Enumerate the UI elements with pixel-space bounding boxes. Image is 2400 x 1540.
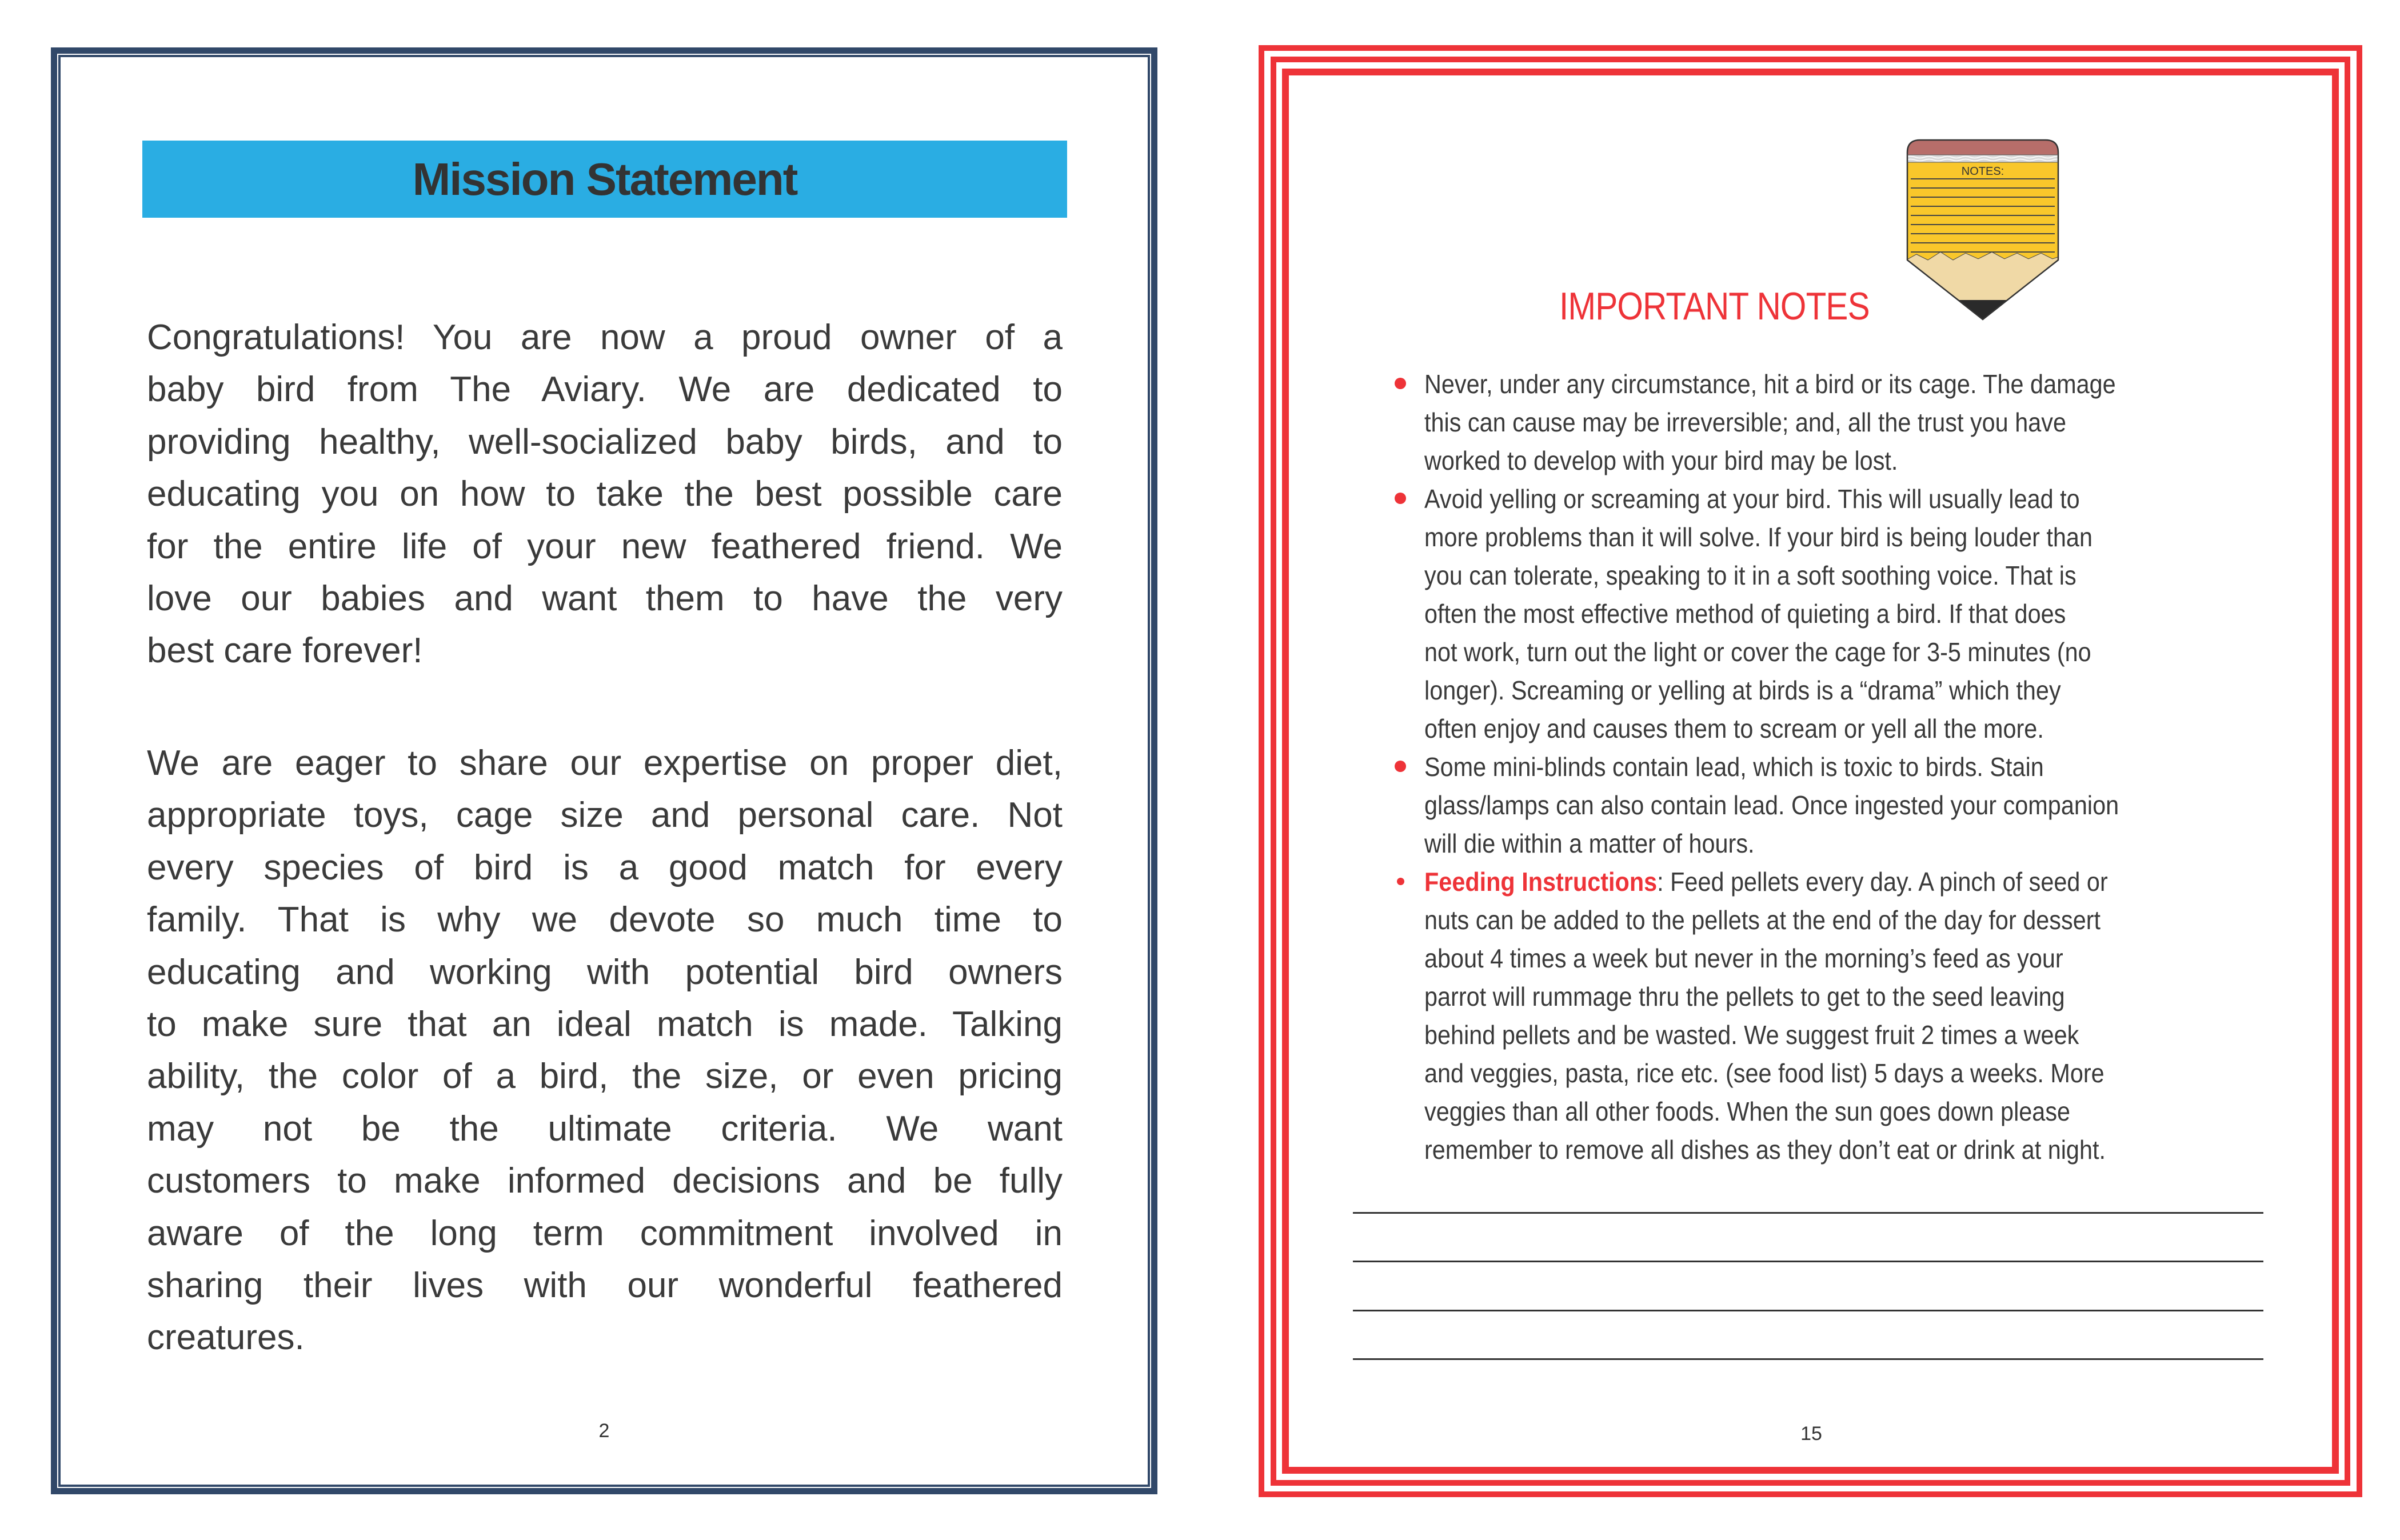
note-line: Never, under any circumstance, hit a bird or its cage. The damage	[1424, 369, 2116, 399]
note-line: often the most effective method of quieting a bird. If that does	[1424, 599, 2066, 629]
paragraph-2	[147, 737, 1063, 1364]
writing-line	[1353, 1261, 2263, 1262]
paragraph-line: to make sure that an ideal match is made. Talking	[147, 1004, 1063, 1044]
paragraph-line: customers to make informed decisions and be fully	[147, 1161, 1063, 1201]
paragraph-line: ability, the color of a bird, the size, or even pricing	[147, 1057, 1063, 1097]
paragraph-line: love our babies and want them to have the very	[147, 578, 1063, 618]
pencil-notes-label: NOTES:	[1961, 165, 2004, 178]
pencil-body	[1906, 162, 2059, 265]
note-line: glass/lamps can also contain lead. Once ingested your companion	[1424, 790, 2119, 820]
title-banner	[142, 141, 1067, 218]
pencil-lead	[1958, 300, 2008, 321]
note-line: about 4 times a week but never in the morning’s feed as your	[1424, 943, 2063, 973]
paragraph-1	[147, 311, 1063, 677]
writing-line	[1353, 1212, 2263, 1214]
paragraph-line: aware of the long term commitment involved in	[147, 1213, 1063, 1253]
note-line: this can cause may be irreversible; and, all the trust you have	[1424, 407, 2066, 437]
note-line: more problems than it will solve. If your bird is being louder than	[1424, 522, 2092, 552]
note-item	[1424, 480, 2339, 748]
note-line: longer). Screaming or yelling at birds is a “drama” which they	[1424, 675, 2061, 705]
note-line: behind pellets and be wasted. We suggest fruit 2 times a week	[1424, 1020, 2079, 1050]
notes-list	[1424, 365, 2339, 1169]
paragraph-line: family. That is why we devote so much time to	[147, 900, 1063, 940]
note-line: and veggies, pasta, rice etc. (see food list) 5 days a weeks. More	[1424, 1058, 2105, 1088]
right-page-important-notes	[1259, 45, 2362, 1497]
feeding-instructions-label: Feeding Instructions	[1424, 867, 1658, 897]
note-line: you can tolerate, speaking to it in a soft soothing voice. That is	[1424, 561, 2076, 590]
pencil-eraser	[1906, 139, 2059, 155]
note-line: : Feed pellets every day. A pinch of seed or	[1657, 867, 2108, 897]
paragraph-line: every species of bird is a good match for every	[147, 847, 1063, 887]
bullet-dot-icon	[1395, 378, 1406, 389]
paragraph-line: educating you on how to take the best possible care	[147, 474, 1063, 514]
note-line: will die within a matter of hours.	[1424, 829, 1755, 858]
note-line: often enjoy and causes them to scream or yell all the more.	[1424, 714, 2044, 743]
bullet-dot-icon	[1395, 493, 1406, 504]
note-line: not work, turn out the light or cover the cage for 3-5 minutes (no	[1424, 637, 2091, 667]
note-item	[1424, 365, 2339, 480]
note-item-feeding	[1424, 863, 2339, 1169]
note-item	[1424, 748, 2339, 863]
paragraph-line: educating and working with potential bird owners	[147, 952, 1063, 992]
paragraph-line: providing healthy, well-socialized baby birds, and to	[147, 422, 1063, 462]
note-line: worked to develop with your bird may be lost.	[1424, 446, 1898, 475]
paragraph-line: creatures.	[147, 1318, 305, 1358]
left-page-mission-statement	[51, 47, 1157, 1494]
paragraph-line: for the entire life of your new feathered friend. We	[147, 526, 1063, 566]
paragraph-line: baby bird from The Aviary. We are dedicated to	[147, 370, 1063, 410]
page-number: 15	[1800, 1423, 1822, 1445]
paragraph-line: Congratulations! You are now a proud owner of a	[147, 318, 1063, 357]
note-line: Avoid yelling or screaming at your bird. This will usually lead to	[1424, 484, 2080, 514]
note-line: nuts can be added to the pellets at the end of the day for dessert	[1424, 905, 2101, 935]
writing-line	[1353, 1310, 2263, 1311]
paragraph-line: We are eager to share our expertise on proper diet,	[147, 743, 1063, 783]
note-line: parrot will rummage thru the pellets to get to the seed leaving	[1424, 982, 2065, 1011]
bullet-dot-icon	[1395, 761, 1406, 772]
paragraph-line: best care forever!	[147, 631, 423, 671]
writing-line	[1353, 1358, 2263, 1360]
bullet-dot-icon	[1397, 878, 1404, 885]
paragraph-line: sharing their lives with our wonderful feathered	[147, 1265, 1063, 1305]
page-number: 2	[598, 1420, 610, 1442]
note-line: Some mini-blinds contain lead, which is toxic to birds. Stain	[1424, 752, 2044, 782]
paragraph-line: appropriate toys, cage size and personal care. Not	[147, 795, 1063, 835]
paragraph-line: may not be the ultimate criteria. We want	[147, 1109, 1063, 1149]
note-line: remember to remove all dishes as they don’t eat or drink at night.	[1424, 1135, 2106, 1165]
note-line: veggies than all other foods. When the sun goes down please	[1424, 1097, 2071, 1126]
page-title: Mission Statement	[412, 153, 797, 205]
notes-heading: IMPORTANT NOTES	[1559, 285, 1870, 328]
notes-pencil-icon	[1906, 139, 2059, 321]
